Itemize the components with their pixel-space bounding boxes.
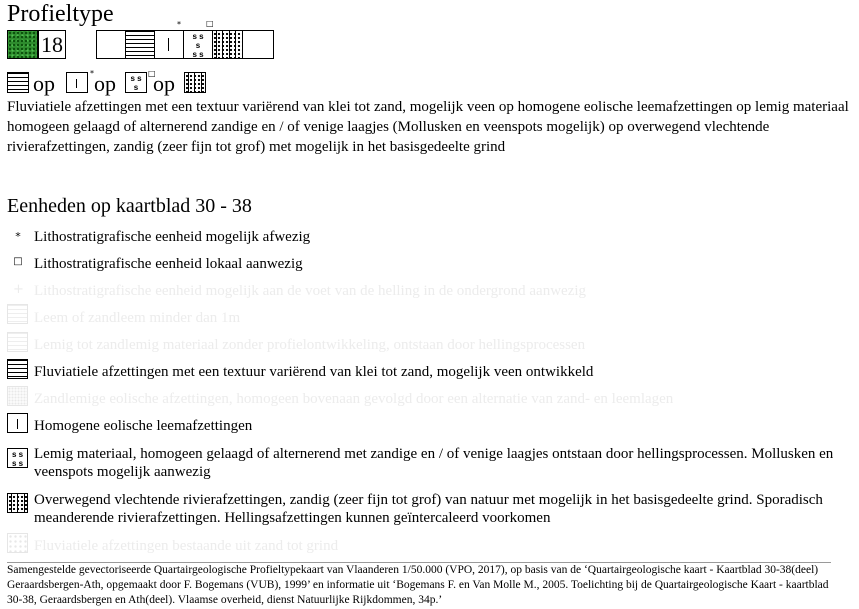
strip-segment-braided-river (213, 31, 243, 58)
legend-item-label: Lemig materiaal, homogeen gelaagd of alternerend met zandige en / of venige laagjes ontstaan door hellingsprocessen. Mollusken en veenspots mogelijk aanwezig (34, 446, 834, 480)
fluviatile-pattern-icon (7, 359, 28, 379)
source-citation: Samengestelde gevectoriseerde Quartairgeologische Profieltypekaart van Vlaanderen 1/50.000 (VPO, 2017), op basis van de ‘Quartairgeologische kaart - Kaartblad 30-38(deel) Geraardsbergen-Ath, opgemaakt door F. Bogemans (VUB), 1999’ en informatie uit ‘Bogemans F. en Van Molle M., 2005. Toelichting bij de Quartairgeologische Kaart - kaartblad 30-38, Geraardsbergen en Ath(deel). Vlaamse overheid, dienst Natuurlijke Rijkdommen, 34p.’ (7, 564, 829, 606)
legend-item-label: Lithostratigrafische eenheid lokaal aanwezig (34, 256, 303, 272)
braided-river-pattern-icon (184, 72, 206, 93)
slope-material-pattern-icon: s s s s (7, 448, 28, 468)
profile-number: 18 (38, 30, 66, 59)
slope-material-pattern-icon: s s s (125, 72, 147, 93)
eolian-pattern-icon (7, 413, 28, 433)
formula-op-1: op (33, 71, 55, 96)
fluviatile-pattern-icon (7, 72, 29, 93)
legend-item-label: Lemig tot zandlemig materiaal zonder profielontwikkeling, ontstaan door hellingsprocessen (34, 337, 586, 353)
legend-item-label: Homogene eolische leemafzettingen (34, 418, 253, 434)
page-title: Profieltype (7, 1, 114, 27)
braided-river-pattern-icon (7, 493, 28, 513)
strip-segment-fluviatile (126, 31, 155, 58)
profile-description: Fluviatiele afzettingen met een textuur variërend van klei tot zand, mogelijk veen op homogene eolische leemafzettingen op lemig materiaal homogeen gelaagd of alternerend zandige en / of venige laagjes (Mollusken en veenspots mogelijk) op overwegend vlechtende rivierafzettingen, zandig (zeer fijn tot grof) met mogelijk in het basisgedeelte grind (7, 99, 849, 155)
strip-segment-eolian (155, 31, 184, 58)
wave-pattern-icon (7, 332, 28, 352)
vertical-line-icon (168, 38, 169, 51)
strip-segment-empty (97, 31, 126, 58)
legend-item-label: Leem of zandleem minder dan 1m (34, 310, 241, 326)
legend-item-label: Fluviatiele afzettingen met een textuur variërend van klei tot zand, mogelijk veen ontwikkeld (34, 364, 594, 380)
profile-column-strip (96, 30, 274, 59)
formula-op-2: op (94, 71, 116, 96)
section-title: Eenheden op kaartblad 30 - 38 (7, 195, 252, 217)
formula-star-mark: * (90, 69, 94, 78)
strip-segment-empty-2 (243, 31, 273, 58)
eolian-pattern-icon (66, 72, 88, 93)
legend-item-label: Fluviatiele afzettingen bestaande uit zand tot grind (34, 538, 339, 554)
strip-star-mark: * (177, 20, 181, 29)
formula-op-3: op (153, 71, 175, 96)
legend-item-label: Lithostratigrafische eenheid mogelijk aan de voet van de helling in de ondergrond aanwezig (34, 283, 587, 299)
formula-square-mark: □ (148, 69, 156, 78)
legend-item-label: Lithostratigrafische eenheid mogelijk afwezig (34, 229, 311, 245)
legend-item-label: Zandlemige eolische afzettingen, homogeen bovenaan gevolgd door een alternatie van zand- en leemlagen (34, 391, 674, 407)
wave-pattern-icon (7, 304, 28, 324)
strip-square-mark: □ (206, 19, 214, 28)
sandy-loam-pattern-icon (7, 386, 28, 406)
legend-item-label: Overwegend vlechtende rivierafzettingen, zandig (zeer fijn tot grof) van natuur met mogelijk in het basisgedeelte grind. Sporadisch meanderende rivierafzettingen. Hellingsafzettingen kunnen geïntercaleerd voorkomen (34, 492, 823, 526)
plus-icon: + (13, 282, 24, 297)
strip-segment-slope-material: s s s s s (184, 31, 213, 58)
sand-gravel-pattern-icon (7, 533, 28, 553)
profile-color-swatch (7, 30, 38, 59)
star-icon: * (15, 230, 21, 243)
square-icon: □ (13, 256, 23, 267)
